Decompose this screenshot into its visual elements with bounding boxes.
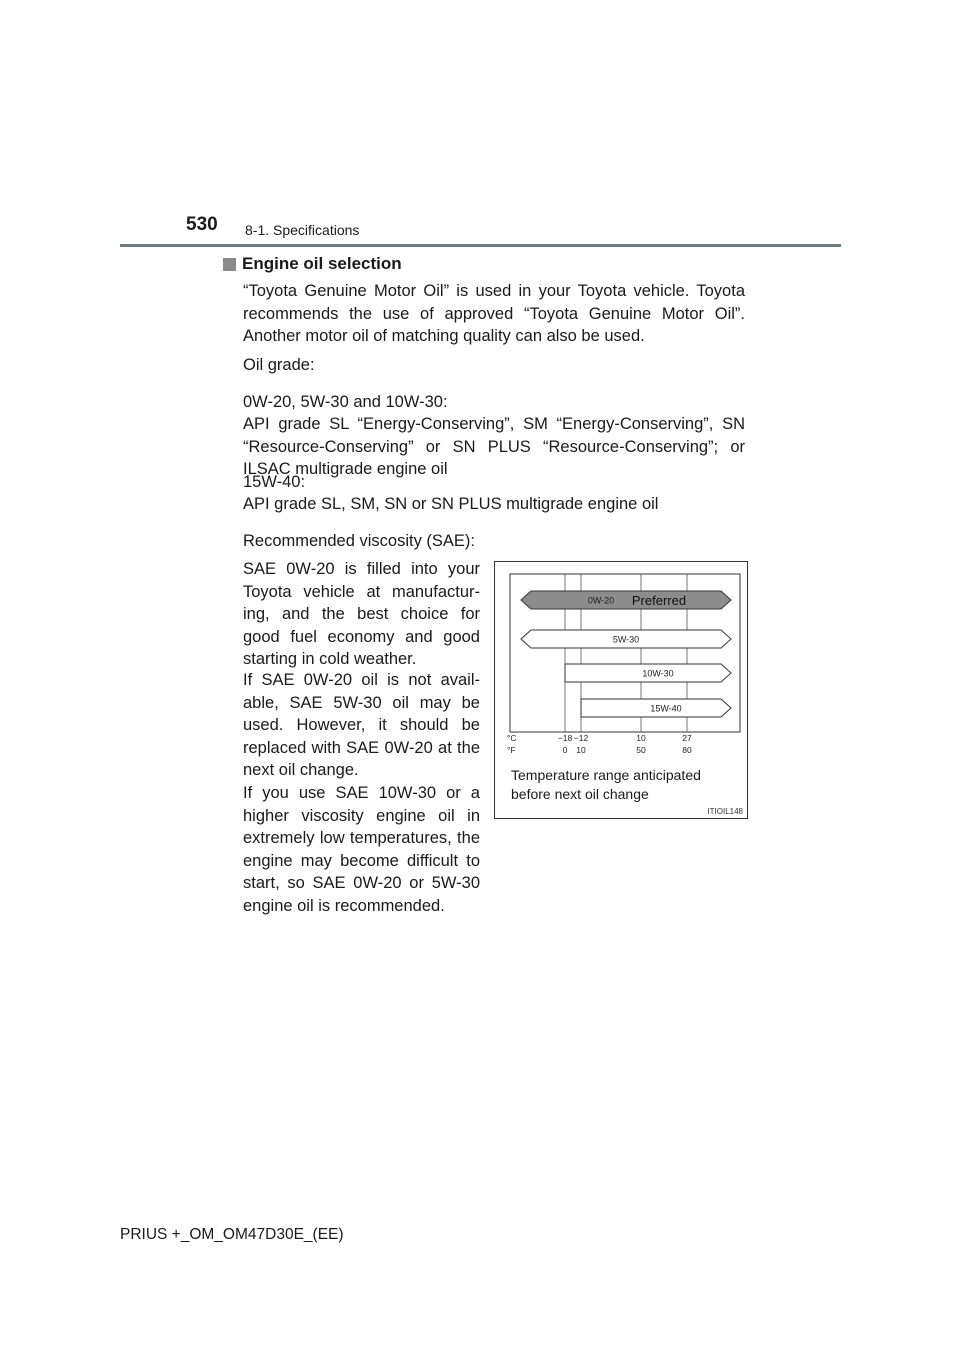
grade2-title: 15W-40: <box>243 473 306 491</box>
para-alternative: If SAE 0W-20 oil is not avail-able, SAE 5W-30 oil may be used. However, it should be replaced with SAE 0W-20 at the next oil change. <box>243 671 480 779</box>
grade2-text: API grade SL, SM, SN or SN PLUS multigrade engine oil <box>243 495 659 513</box>
celsius-tick: −18 <box>557 733 573 743</box>
grade1-title: 0W-20, 5W-30 and 10W-30: <box>243 393 448 411</box>
document-id: PRIUS +_OM_OM47D30E_(EE) <box>120 1226 344 1243</box>
section-heading <box>223 254 402 274</box>
fahrenheit-tick: 10 <box>576 745 586 755</box>
section-title: 8-1. Specifications <box>245 222 360 238</box>
fahrenheit-tick: 0 <box>562 745 568 755</box>
oil-grade-label: Oil grade: <box>243 356 315 374</box>
fahrenheit-tick: 50 <box>636 745 646 755</box>
unit-celsius: °C <box>507 733 517 743</box>
fahrenheit-tick: 80 <box>682 745 692 755</box>
preferred-tag: Preferred <box>631 593 687 608</box>
chart-caption: Temperature range anticipated before next oil change <box>511 767 701 802</box>
celsius-tick: −12 <box>573 733 589 743</box>
para-factory-fill: SAE 0W-20 is filled into your Toyota vehicle at manufactur-ing, and the best choice for good fuel economy and good starting in cold weather. <box>243 560 480 668</box>
celsius-tick: 10 <box>636 733 646 743</box>
bar-0w-20 <box>521 591 731 609</box>
page-number: 530 <box>186 214 218 235</box>
square-bullet-icon <box>223 258 236 271</box>
heading-text: Engine oil selection <box>242 254 402 273</box>
para-cold-start: If you use SAE 10W-30 or a higher viscosity engine oil in extremely low temperatures, the engine may become difficult to start, so SAE 0W-20 or 5W-30 engine oil is recommended. <box>243 784 480 915</box>
viscosity-label: Recommended viscosity (SAE): <box>243 532 475 550</box>
bar-label: 5W-30 <box>612 634 640 645</box>
bar-label: 0W-20 <box>587 595 615 606</box>
bar-label: 15W-40 <box>650 703 682 714</box>
header-rule <box>120 244 841 247</box>
celsius-tick: 27 <box>682 733 692 743</box>
grade1-text: API grade SL “Energy-Conserving”, SM “Energy-Conserving”, SN “Resource-Conserving” or SN PLUS “Resource-Conserving”; or ILSAC multigrade engine oil <box>243 415 745 478</box>
figure-code: ITIOIL148 <box>707 807 743 816</box>
intro-paragraph: “Toyota Genuine Motor Oil” is used in your Toyota vehicle. Toyota recommends the use of approved “Toyota Genuine Motor Oil”. Another motor oil of matching quality can also be used. <box>243 282 745 345</box>
viscosity-figure <box>494 561 748 819</box>
bar-label: 10W-30 <box>642 668 674 679</box>
unit-fahrenheit: °F <box>507 745 516 755</box>
